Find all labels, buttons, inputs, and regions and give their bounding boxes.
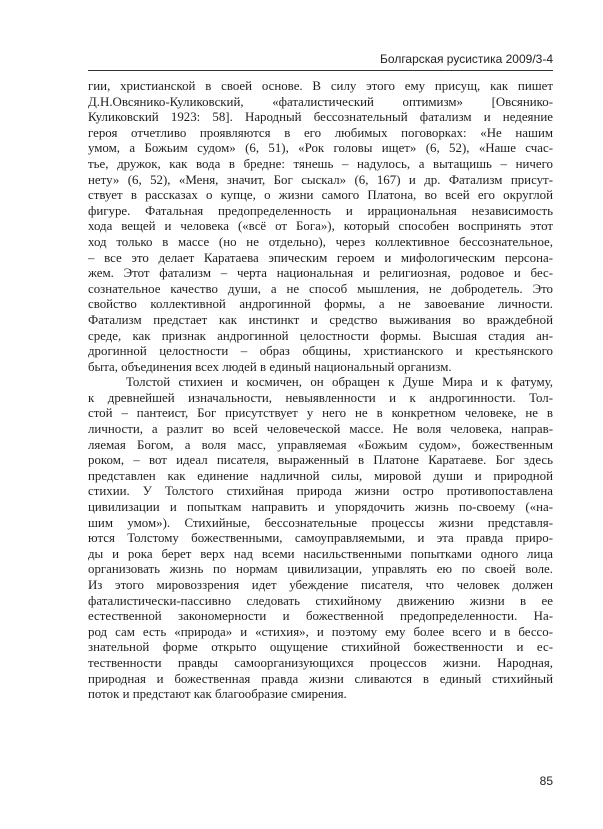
- paragraph-2: [88, 375, 553, 702]
- text-line: естественной закономерности и божественной предопределенности. На-: [88, 609, 553, 624]
- text-line: личности, а разлит во всей человеческой массе. Не воля человека, направ-: [88, 422, 553, 437]
- article-body: [88, 79, 553, 703]
- text-line: сознательное качество души, а не способ мышления, не добродетель. Это: [88, 281, 553, 296]
- running-header: Болгарская русистика 2009/3-4: [380, 52, 553, 66]
- text-line: тье, дружок, как вода в бредне: тянешь – надулось, а вытащишь – ничего: [88, 156, 553, 171]
- text-line: Из этого мировоззрения идет убеждение писателя, что человек должен: [88, 578, 553, 592]
- text-line: организовать жизнь по нормам цивилизации, управлять ею по своей воле.: [88, 562, 553, 577]
- text-line: Д.Н.Овсянико-Куликовский, «фаталистический оптимизм» [Овсянико-: [88, 94, 553, 109]
- header-rule: [88, 70, 553, 71]
- text-line: быта, объединения всех людей в единый национальный организм.: [88, 359, 452, 374]
- text-line: цивилизации и попыткам направить и упорядочить жизнь по-своему («на-: [88, 500, 553, 515]
- text-line: жем. Этот фатализм – черта национальная и религиозная, родовое и бес-: [88, 266, 553, 281]
- text-line: ход только в массе (но не отдельно), через коллективное бессознательное,: [88, 234, 553, 249]
- text-line: гии, христианской в своей основе. В силу этого ему присущ, как пишет: [88, 79, 553, 93]
- text-line: знательной форме открыто ощущение стихийной божественности и ес-: [88, 640, 553, 655]
- paragraph-1: [88, 79, 553, 375]
- text-line: поток и предстают как благообразие смирения.: [88, 687, 347, 702]
- text-line: ляемая Богом, а воля масс, управляемая «Божьим судом», божественным: [88, 437, 553, 452]
- text-line: природная и божественная правда жизни сливаются в единый стихийный: [88, 671, 553, 686]
- text-line: ются Толстому божественными, самоуправляемыми, и эта правда приро-: [88, 531, 553, 546]
- text-line: фигуре. Фатальная предопределенность и иррациональная независимость: [88, 203, 553, 218]
- page-number: 85: [539, 774, 553, 788]
- text-line: стихии. У Толстого стихийная природа жизни остро противопоставлена: [88, 484, 553, 499]
- text-line: – все это делает Каратаева эпическим героем и мифологическим персона-: [88, 250, 553, 265]
- text-line: род сам есть «природа» и «стихия», и поэтому ему более всего и в бессо-: [88, 624, 553, 639]
- text-line: ствует в рассказах о купце, о жизни самого Платона, во всей его округлой: [88, 188, 553, 203]
- text-line: к древнейшей изначальности, невыявленности и к андрогинности. Тол-: [88, 390, 553, 405]
- text-line: умом, а Божьим судом» (6, 51), «Рок головы ищет» (6, 52), «Наше счас-: [88, 141, 553, 156]
- text-line: ды и рока берет верх над всеми насильственными попытками одного лица: [88, 546, 553, 561]
- text-line: шим умом»). Стихийные, бессознательные процессы жизни представля-: [88, 515, 553, 530]
- text-line: хода вещей и человека («всё от Бога»), который способен воспринять этот: [88, 219, 553, 234]
- text-line: дрогинной целостности – образ общины, христианского и крестьянского: [88, 344, 553, 359]
- text-line: нету» (6, 52), «Меня, значит, Бог сыскал» (6, 167) и др. Фатализм присут-: [88, 172, 553, 187]
- text-line: тественности правды самоорганизующихся процессов жизни. Народная,: [88, 655, 553, 670]
- text-line: фаталистически-пассивно следовать стихийному движению жизни в ее: [88, 593, 553, 608]
- text-line: роком, – вот идеал писателя, выраженный в Платоне Каратаеве. Бог здесь: [88, 453, 553, 468]
- text-line: Толстой стихиен и космичен, он обращен к Душе Мира и к фатуму,: [126, 375, 553, 390]
- text-line: Фатализм предстает как инстинкт и средство выживания во враждебной: [88, 312, 553, 327]
- text-line: Куликовский 1923: 58]. Народный бессознательный фатализм и недеяние: [88, 110, 553, 125]
- text-line: представлен как единение надличной силы, мировой души и природной: [88, 468, 553, 483]
- text-line: свойство коллективной андрогинной формы, а не завоевание личности.: [88, 297, 553, 312]
- text-line: среде, как признак андрогинной целостности формы. Высшая стадия ан-: [88, 328, 553, 343]
- text-line: героя отчетливо проявляются в его любимых поговорках: «Не нашим: [88, 125, 553, 140]
- text-line: стой – пантеист, Бог присутствует у него не в конкретном человеке, не в: [88, 406, 553, 421]
